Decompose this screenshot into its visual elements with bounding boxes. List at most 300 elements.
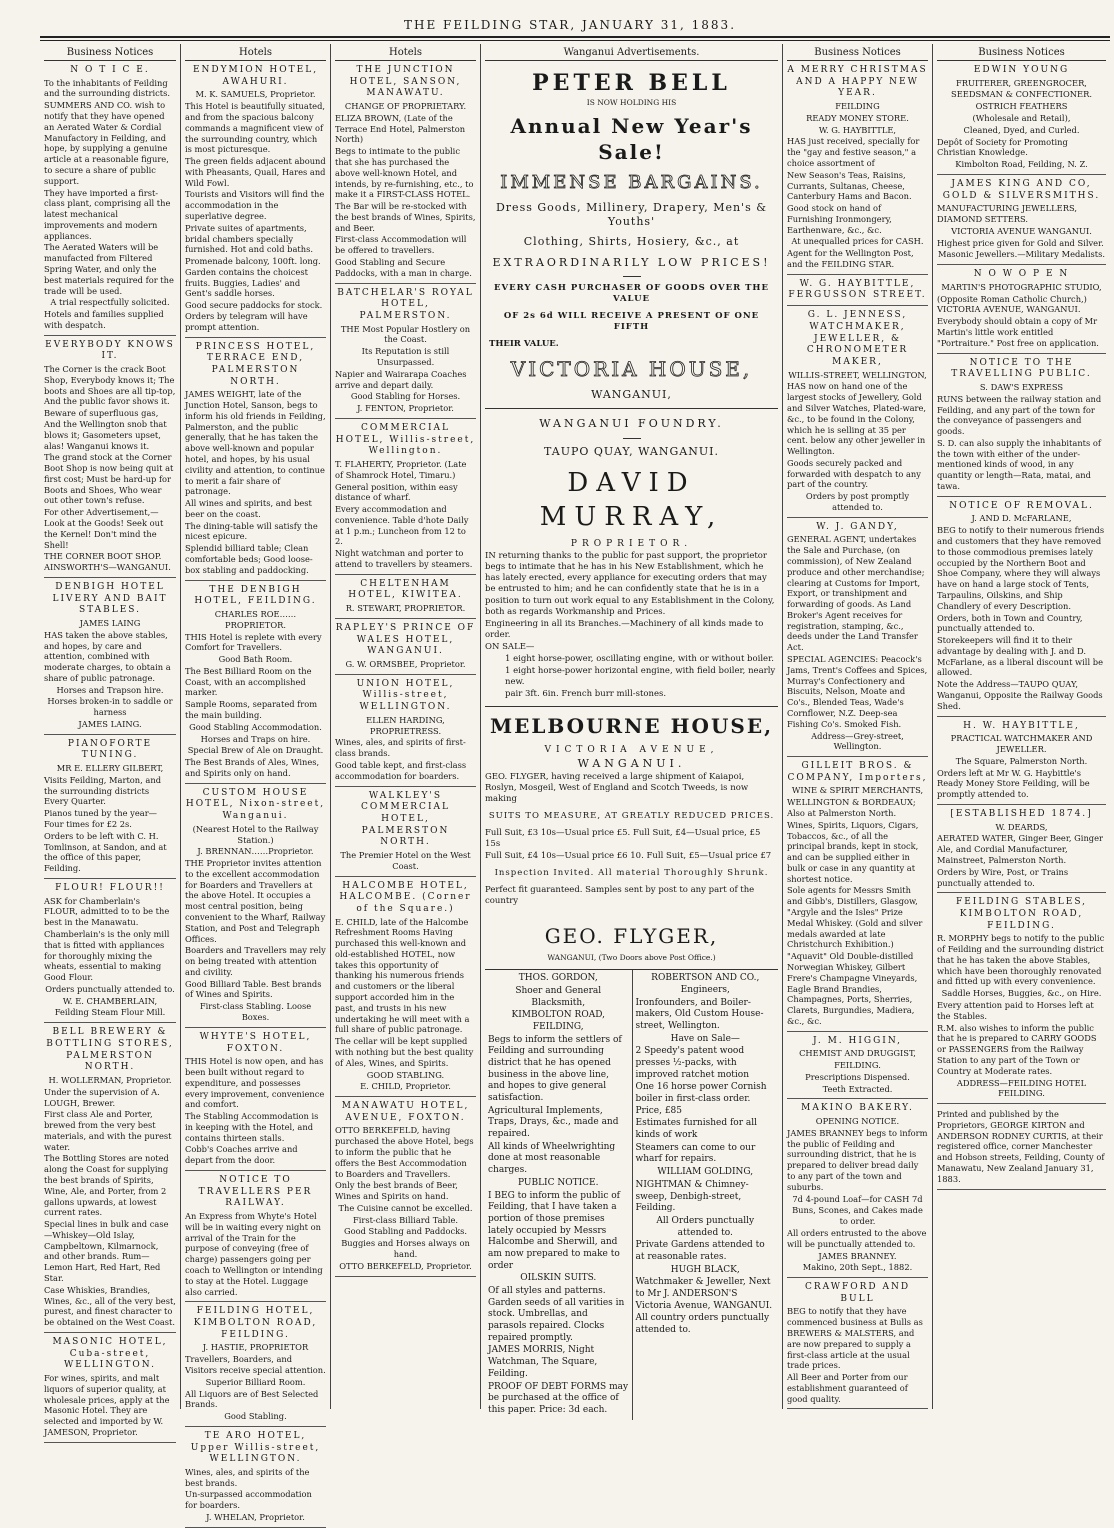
advertisement: [335, 63, 476, 284]
ad-text: Masonic Jewellers.—Military Medalists.: [937, 249, 1106, 260]
ad-text: Watchmaker & Jeweller, Next to Mr J. ANDERSON'S Victoria Avenue, WANGANUI.: [635, 1277, 773, 1311]
ad-text: Orders to be left with C. H. Tomlinson, at Sandon, and at the office of this paper, Feilding.: [44, 830, 167, 874]
ad-text: Private suites of apartments, bridal chambers specially furnished. Hot and cold baths.: [185, 222, 313, 255]
advertisement: [44, 63, 176, 336]
ad-text: Orders by post promptly attended to.: [805, 491, 910, 512]
advertisement: [787, 1280, 928, 1409]
ad-text: The Best Brands of Ales, Wines, and Spirits only on hand.: [185, 757, 320, 778]
ad-text: PROOF OF DEBT FORMS may be purchased at the office of this paper. Price: 3d each.: [488, 1381, 629, 1415]
ad-text: HAS now on hand one of the largest stocks of Jewellery, Gold and Silver Watches, Plated-ware, &c., to be found in the Colony, which he is selling at 35 per cent. below any other jeweller in Wellington.: [787, 381, 927, 457]
ad-title: EDWIN YOUNG: [973, 65, 1070, 75]
ad-text: BEG to notify that they have commenced business at Bulls as BREWERS & MALSTERS, and are now prepared to supply a first-class article at the usual trade prices.: [787, 1306, 923, 1371]
goods-line-1: Dress Goods, Millinery, Drapery, Men's & Youths': [495, 200, 768, 229]
inspection-line: Inspection Invited. All material Thoroughly Shrunk.: [494, 868, 769, 879]
ad-title: [ESTABLISHED 1874.]: [950, 808, 1093, 819]
extraordinary-prices: EXTRAORDINARILY LOW PRICES!: [492, 255, 771, 269]
ad-text: PRACTICAL WATCHMAKER AND JEWELLER.: [950, 733, 1093, 754]
ad-text: First class Ale and Porter, brewed from the very best materials, and with the purest water.: [44, 1109, 172, 1152]
advertisement: [937, 895, 1106, 1104]
ad-text: New Season's Teas, Raisins, Currants, Sultanas, Cheese, Canterbury Hams and Bacon.: [787, 169, 912, 202]
ad-text: T. FLAHERTY, Proprietor. (Late of Shamrock Hotel, Timaru.): [335, 458, 467, 480]
ad-text: First-class Accommodation will be offered to travellers.: [335, 234, 467, 256]
ad-text: GENERAL AGENT, undertakes the Sale and Purchase, (on commission), of New Zealand produce and other merchandise; clearing at Customs for Import, Export, or transhipment and forwarding of goods. As Land Broker's Agent receives for registration, stamping, &c., deeds under the Land Transfer Act.: [787, 534, 925, 653]
engineering-line: Engineering in all its Branches.—Machinery of all kinds made to order.: [485, 618, 764, 640]
ad-text: Cobb's Coaches arrive and depart from the door.: [185, 1144, 298, 1166]
ad-text: JAMES LAING.: [78, 718, 142, 729]
ad-text: The Premier Hotel on the West Coast.: [340, 849, 471, 871]
ad-text: HUGH BLACK,: [670, 1264, 740, 1275]
advertisement: [787, 1034, 928, 1100]
ad-text: PUBLIC NOTICE.: [517, 1177, 599, 1188]
ad-title: W. G. HAYBITTLE, FERGUSSON STREET.: [788, 278, 927, 301]
foundry-body: IN returning thanks to the public for past support, the proprietor begs to intimate that he has in his New Establishment, which he has lately erected, every appliance for executing orders that may be entrusted to him; and he can confidently state that he is in a position to turn out work equal to any Establishment in the Colony, both as regards Workmanship and Prices.: [485, 551, 775, 617]
ad-text: CHANGE OF PROPRIETARY.: [344, 101, 467, 112]
advertisement: [787, 520, 928, 757]
ad-text: NIGHTMAN & Chimney-sweep, Denbigh-street, Feilding.: [635, 1179, 749, 1214]
advertisement: [937, 719, 1106, 805]
cash-line-1: EVERY CASH PURCHASER OF GOODS OVER THE VALUE: [494, 282, 769, 304]
masthead-rule: [40, 36, 1110, 38]
foundry-heading: WANGANUI FOUNDRY.: [485, 408, 778, 431]
page-columns: [40, 44, 1110, 1523]
ad-text: Good Stabling.: [224, 1411, 287, 1422]
ad-text: "Aquavit" Old Double-distilled Norwegian Whiskey, Gilbert Frere's Champagne Vineyards, Eagle Brand Brandies, Champagnes, Ports, Sherries, Clarets, Burgundies, Madiera, &c., &c.: [787, 951, 918, 1026]
masthead: THE FEILDING STAR, JANUARY 31, 1883.: [403, 18, 737, 32]
ad-title: COMMERCIAL HOTEL, Willis-street, Wellington.: [335, 422, 476, 457]
taupo-quay: TAUPO QUAY, WANGANUI.: [544, 444, 719, 458]
ad-title: CUSTOM HOUSE HOTEL, Nixon-street, Wanganui.: [185, 787, 326, 822]
ad-text: SPECIAL AGENCIES: Peacock's Jams, Trent's Coffees and Spices, Murray's Confectionery and Biscuits, Nelson, Moate and Co's., Blended Teas, Wade's Cornflower, N.Z. Deep-sea Fishing Co's. Smoked Fish.: [787, 654, 928, 729]
ad-title: CRAWFORD AND BULL: [804, 1282, 911, 1304]
ad-title: N O T I C E.: [70, 65, 150, 75]
ad-text: Of all styles and patterns. Garden seeds of all varities in stock. Umbrellas, and parasols repaired. Clocks repaired promptly.: [488, 1286, 625, 1343]
advertisement: [335, 789, 476, 877]
ad-text: I BEG to inform the public of Feilding, that I have taken a portion of those premises lately occupied by Messrs Halcombe and Sherwill, and am now prepared to make to order: [488, 1190, 620, 1271]
ad-text: FRUITERER, GREENGROCER,: [956, 77, 1087, 88]
advertisement: [787, 1101, 928, 1278]
ad-text: OTTO BERKEFELD, Proprietor.: [339, 1260, 472, 1271]
advertisement: [937, 499, 1106, 717]
ad-text: Address—Grey-street, Wellington.: [811, 730, 904, 752]
ad-text: The Aerated Waters will be manufacted from Filtered Spring Water, and only the best materials required for the trade will be used.: [44, 242, 174, 296]
ad-title: BATCHELAR'S ROYAL HOTEL, PALMERSTON.: [337, 287, 474, 321]
proprietor-label: PROPRIETOR.: [570, 538, 693, 549]
ad-text: Makino, 20th Sept., 1882.: [802, 1262, 913, 1273]
melbourne-town: WANGANUI.: [577, 756, 686, 770]
column-heading: Business Notices: [937, 44, 1106, 61]
ad-text: ADDRESS—FEILDING HOTEL FEILDING.: [956, 1077, 1087, 1099]
advertisement: [185, 340, 326, 581]
sale-item-3: pair 3ft. 6in. French burr mill-stones.: [505, 688, 667, 699]
ad-text: Orders punctually attended to.: [45, 983, 175, 994]
ad-text: Tourists and Visitors will find the accommodation in the superlative degree.: [185, 189, 325, 221]
ad-text: Goods securely packed and forwarded with despatch to any part of the country.: [787, 457, 921, 490]
ad-list: [185, 63, 326, 1528]
ad-title: NOTICE OF REMOVAL.: [949, 500, 1094, 511]
advertisement: [335, 421, 476, 575]
ad-text: READY MONEY STORE.: [806, 112, 909, 123]
column-wanganui-advertisements: [480, 44, 782, 1415]
ad-text: Hotels and families supplied with despatch.: [44, 309, 164, 330]
ad-text: HAS taken the above stables, and hopes, by care and attention, combined with moderate charges, to obtain a share of public patronage.: [44, 629, 171, 683]
column-heading: Hotels: [185, 44, 326, 61]
on-sale-label: ON SALE—: [485, 641, 535, 652]
advertisement: [335, 577, 476, 619]
ad-text: WILLIS-STREET, WELLINGTON,: [788, 369, 927, 380]
ad-text: Begs to inform the settlers of Feilding and surrounding district that he has opened business in the above line, and hopes to give general satisfaction.: [488, 1034, 622, 1104]
ad-text: E. CHILD, Proprietor.: [360, 1081, 451, 1092]
ad-text: OILSKIN SUITS.: [520, 1273, 597, 1284]
ad-text: All wines and spirits, and best beer on the coast.: [185, 498, 312, 519]
ad-text: Night watchman and porter to attend to travellers by steamers.: [335, 548, 473, 569]
ad-text: The grand stock at the Corner Boot Shop is now being quit at first cost; Must be hard-up for Boots and Shoes, Who wear out other town's refuse.: [44, 452, 174, 506]
ad-text: Buggies and Horses always on hand.: [341, 1238, 470, 1260]
ad-title: DENBIGH HOTEL LIVERY AND BAIT STABLES.: [52, 581, 168, 616]
sale-item-1: 1 eight horse-power, oscillating engine, with or without boiler.: [505, 653, 774, 664]
ad-text: Agricultural Implements, Traps, Drays, &c., made and repaired.: [488, 1105, 619, 1140]
ad-text: 2 Speedy's patent wood presses ½-packs, with improved ratchet motion: [635, 1046, 750, 1080]
ad-text: Good table kept, and first-class accommodation for boarders.: [335, 759, 467, 781]
column-business-notices-3: [932, 44, 1110, 1409]
bottom-left-ads: [485, 970, 632, 1419]
ad-text: ELIZA BROWN, (Late of the Terrace End Hotel, Palmerston North): [335, 112, 466, 145]
ad-text: KIMBOLTON ROAD, FEILDING,: [511, 1010, 605, 1032]
ad-list: [787, 63, 928, 1409]
ad-text: CHEMIST AND DRUGGIST,: [799, 1048, 916, 1059]
bottom-right-ads: [632, 970, 779, 1419]
ad-text: J. WHELAN, Proprietor.: [206, 1512, 305, 1523]
ad-text: JAMES MORRIS, Night Watchman, The Square, Feilding.: [488, 1345, 598, 1379]
ad-text: THIS Hotel is replete with every Comfort for Travellers.: [185, 631, 322, 653]
ad-title: JAMES KING AND CO, GOLD & SILVERSMITHS.: [942, 178, 1101, 201]
ad-text: Good Billiard Table. Best brands of Wines and Spirits.: [185, 978, 322, 1000]
ad-text: MARTIN'S PHOTOGRAPHIC STUDIO,: [941, 281, 1102, 292]
melbourne-house-heading: MELBOURNE HOUSE,: [485, 706, 778, 739]
ad-text: Good Stabling and Secure Paddocks, with a man in charge.: [335, 257, 472, 278]
advertisement: [335, 1099, 476, 1277]
annual-sale-heading: Annual New Year's Sale!: [510, 114, 753, 165]
ad-text: The green fields adjacent abound with Pheasants, Quail, Hares and Wild Fowl.: [185, 156, 326, 188]
ad-title: THE DENBIGH HOTEL, FEILDING.: [194, 584, 317, 607]
advertisement: [937, 267, 1106, 353]
ad-text: SEEDSMAN & CONFECTIONER.: [951, 89, 1092, 100]
ad-text: THE Proprietor invites attention to the excellent accommodation for Boarders and Travellers at the above Hotel. It occupies a most central position, being convenient to the Wharf, Railway Station, and Post and Telegraph Offices.: [185, 858, 326, 944]
ad-text: THOS. GORDON,: [518, 973, 598, 984]
ad-text: H. WOLLERMAN, Proprietor.: [48, 1074, 172, 1085]
ad-title: W. J. GANDY,: [816, 521, 899, 532]
ad-text: Horses and Trapson hire.: [56, 684, 164, 695]
advertisement: [44, 881, 176, 1023]
ad-title: THE JUNCTION HOTEL, SANSON, MANAWATU.: [349, 65, 462, 99]
ad-title: UNION HOTEL, Willis-street, WELLINGTON.: [356, 678, 455, 713]
ad-title: MASONIC HOTEL, Cuba-street, WELLINGTON.: [52, 1336, 168, 1371]
ad-text: SUMMERS AND CO. wish to notify that they have opened an Aerated Water & Cordial Manufactory in Feilding, and hope, by supplying a genuine article at a reasonable figure, to secure a share of public support.: [44, 100, 169, 186]
ad-text: Horses broken-in to saddle or harness: [47, 696, 173, 718]
ad-text: A trial respectfully solicited.: [50, 297, 170, 308]
ad-text: Have on Sale—: [670, 1033, 740, 1044]
ad-text: The Corner is the crack Boot Shop, Everybody knows it; The boots and Shoes are all tip-top, And the public favor shows it.: [44, 364, 176, 407]
column-business-notices-1: [40, 44, 180, 1437]
ad-title: PRINCESS HOTEL, TERRACE END, PALMERSTON NORTH.: [195, 341, 316, 387]
ad-text: Good Stabling for Horses.: [350, 391, 461, 402]
ad-text: To the inhabitants of Feilding and the surrounding districts.: [44, 77, 170, 99]
ad-text: G. W. ORMSBEE, Proprietor.: [345, 658, 466, 669]
ad-text: All Liquors are of Best Selected Brands.: [185, 1388, 319, 1410]
ad-title: NOTICE TO THE TRAVELLING PUBLIC.: [951, 357, 1092, 380]
ad-text: Every accommodation and convenience. Table d'hote Daily at 1 p.m.; Luncheon from 12 to 2.: [335, 504, 469, 547]
ad-title: GILLEIT BROS. & COMPANY, Importers,: [787, 761, 928, 783]
ad-text: All country orders punctually attended to.: [635, 1313, 770, 1336]
ad-text: Good Stabling Accommodation.: [189, 721, 322, 732]
advertisement: [937, 807, 1106, 893]
cash-line-2: OF 2s 6d WILL RECEIVE A PRESENT OF ONE FIFTH: [503, 311, 760, 333]
ad-text: Agent for the Wellington Post, and the FEILDING STAR.: [787, 248, 914, 269]
advertisement: [185, 63, 326, 338]
ad-text: AERATED WATER, Ginger Beer, Ginger Ale, and Cordial Manufacturer, Mainstreet, Palmerston North.: [937, 833, 1103, 865]
ad-text: All Beer and Porter from our establishment guaranteed of good quality.: [787, 1372, 908, 1404]
ad-text: Steamers can come to our wharf for repairs.: [635, 1142, 756, 1165]
ad-text: JAMES BRANNEY.: [818, 1250, 897, 1261]
ad-text: W. G. HAYBITTLE,: [818, 124, 897, 135]
ad-text: J. AND D. McFARLANE,: [971, 513, 1072, 524]
ad-text: JAMES BRANNEY begs to inform the public of Feilding and surrounding district, that he is prepared to deliver bread daily to any part of the town and suburbs.: [787, 1127, 928, 1192]
ad-text: RUNS between the railway station and Feilding, and any part of the town for the conveyance of passengers and goods.: [937, 393, 1102, 437]
ad-text: THIS Hotel is now open, and has been built without regard to expenditure, and possesses every improvement, convenience and comfort.: [185, 1056, 325, 1110]
ad-text: Ironfounders, and Boiler-makers, Old Custom House-street, Wellington.: [635, 997, 764, 1031]
ad-text: J. HASTIE, PROPRIETOR: [202, 1342, 309, 1353]
ad-text: Pianos tuned by the year—Four times for £2 2s.: [44, 808, 157, 830]
ad-text: The cellar will be kept supplied with nothing but the best quality of Ales, Wines, and Spirits.: [335, 1036, 474, 1068]
ad-text: OSTRICH FEATHERS: [975, 101, 1068, 112]
ad-text: R.M. also wishes to inform the public that he is prepared to CARRY GOODS or PASSENGERS from the Railway Station to any part of the Town or Country at Moderate rates.: [937, 1022, 1097, 1076]
ad-text: The Stabling Accommodation is in keeping with the Hotel, and contains thirteen stalls.: [185, 1111, 319, 1143]
ad-text: Estimates furnished for all kinds of work: [635, 1118, 758, 1141]
ad-title: NOTICE TO TRAVELLERS PER RAILWAY.: [198, 1175, 313, 1209]
ad-text: WINE & SPIRIT MERCHANTS,: [791, 785, 924, 796]
advertisement: [335, 621, 476, 675]
advertisement: [937, 356, 1106, 497]
ad-text: JAMES WEIGHT, late of the Junction Hotel, Sanson, begs to inform his old friends in Feilding, Palmerston, and the public generally, that he has taken the above well-known and popular hotel, and hopes, by his usual civility and attention, to continue to merit a fair share of patronage.: [185, 389, 326, 497]
ad-title: RAPLEY'S PRINCE OF WALES HOTEL, WANGANUI.: [335, 622, 476, 657]
victoria-house-sub: WANGANUI,: [591, 388, 672, 402]
ad-text: First-class Stabling. Loose Boxes.: [199, 1001, 312, 1023]
ad-text: (Opposite Roman Catholic Church,) VICTORIA AVENUE, WANGANUI.: [937, 293, 1087, 315]
ad-text: Napier and Wairarapa Coaches arrive and depart daily.: [335, 368, 467, 390]
masthead-rule-thin: [40, 40, 1110, 41]
column-heading: Business Notices: [44, 44, 176, 61]
advertisement: [937, 63, 1106, 175]
ad-title: CHELTENHAM HOTEL, KIWITEA.: [348, 578, 463, 601]
david-murray-heading: DAVID MURRAY,: [539, 468, 724, 532]
ad-text: Beware of superfluous gas, And the Wellington snob that blows it; Gasometers upset, alas! Wanganui knows it.: [44, 408, 167, 451]
ad-text: BEG to notify to their numerous friends and customers that they have removed to those commodious premises lately occupied by the Northern Boot and Shoe Company, where they will always have on hand a large stock of Tents, Tarpaulins, Oilskins, and Ship Chandlery of every Description.: [937, 525, 1105, 611]
ad-text: CHARLES ROE……PROPRIETOR.: [214, 608, 297, 630]
geo-flyger-heading: GEO. FLYGER,: [544, 924, 719, 949]
ad-text: The Bar will be re-stocked with the best brands of Wines, Spirits, and Beer.: [335, 201, 476, 233]
ad-text: Storekeepers will find it to their advantage by dealing with J. and D. McFarlane, as a liberal discount will be allowed.: [937, 635, 1103, 678]
ad-title: MANAWATU HOTEL, AVENUE, FOXTON.: [341, 1101, 470, 1123]
immense-bargains: IMMENSE BARGAINS.: [500, 172, 763, 194]
column-heading: Business Notices: [787, 44, 928, 61]
ad-text: Travellers, Boarders, and Visitors receive special attention.: [185, 1354, 326, 1375]
advertisement: [185, 1304, 326, 1427]
ad-text: OTTO BERKEFELD, having purchased the above Hotel, begs to inform the public that he offers the Best Accommodation to Boarders and Travellers.: [335, 1125, 474, 1179]
ad-title: A MERRY CHRISTMAS AND A HAPPY NEW YEAR.: [787, 65, 928, 99]
ad-text: W. E. CHAMBERLAIN,: [62, 995, 158, 1006]
ad-text: One 16 horse power Cornish boiler in first-class order. Price, £85: [635, 1082, 767, 1116]
ad-text: Boarders and Travellers may rely on being treated with attention and civility.: [185, 945, 326, 977]
ad-text: This Hotel is beautifully situated, and from the spacious balcony commands a magnificent view of the surrounding country, which is most picturesque.: [185, 101, 326, 155]
ad-text: MR E. ELLERY GILBERT,: [56, 763, 164, 774]
ad-text: Promenade balcony, 100ft. long. Garden contains the choicest fruits. Buggies, Ladies' and Gent's saddle horses.: [185, 256, 321, 299]
ad-text: Buns, Scones, and Cakes made to order.: [792, 1205, 923, 1227]
ad-text: S. DAW'S EXPRESS: [979, 381, 1064, 392]
ad-text: J. FENTON, Proprietor.: [357, 403, 454, 414]
ad-text: THE Most Popular Hostlery on the Coast.: [340, 323, 471, 345]
ad-list: [335, 63, 476, 1277]
column-heading: Hotels: [335, 44, 476, 61]
ad-text: All kinds of Wheelwrighting done at most reasonable charges.: [488, 1141, 616, 1176]
ad-title: ENDYMION HOTEL, AWAHURI.: [192, 65, 319, 87]
ad-text: Kimbolton Road, Feilding, N. Z.: [955, 159, 1088, 170]
ad-title: N O W O P E N: [973, 269, 1070, 280]
ad-text: Saddle Horses, Buggies, &c., on Hire.: [941, 988, 1102, 999]
column-hotels-1: [180, 44, 330, 1523]
ad-title: FEILDING STABLES, KIMBOLTON ROAD, FEILDING.: [955, 897, 1088, 931]
ad-text: M. K. SAMUELS, Proprietor.: [195, 89, 316, 100]
ad-text: The Bottling Stores are noted along the Coast for supplying the best brands of Spirits, Wine, Ale, and Porter, from 2 gallons upwards, at lowest current rates.: [44, 1153, 169, 1218]
ad-text: Begs to intimate to the public that she has purchased the above well-known Hotel, and intends, by re-furnishing, etc., to make it a FIRST-CLASS HOTEL.: [335, 146, 474, 200]
bottom-split-ads: [485, 969, 778, 1419]
column-business-notices-2: [782, 44, 932, 1409]
ad-text: Note the Address—TAUPO QUAY, Wanganui, Opposite the Railway Goods Shed.: [937, 679, 1103, 711]
column-hotels-2: [330, 44, 480, 1409]
ad-text: The Square, Palmerston North.: [955, 755, 1088, 766]
ad-text: An Express from Whyte's Hotel will be in waiting every night on arrival of the Train for the purpose of conveying (free of charge) passengers going per coach to Wellington or intending to stay at the Hotel. Luggage also carried.: [185, 1211, 323, 1297]
ad-text: VICTORIA AVENUE WANGANUI.: [951, 225, 1092, 236]
advertisement: [335, 286, 476, 419]
ad-list: [937, 63, 1106, 1190]
advertisement: [185, 786, 326, 1028]
ad-text: Good stock on hand of Furnishing Ironmongery, Earthenware, &c., &c.: [787, 203, 892, 235]
ad-title: FEILDING HOTEL, KIMBOLTON ROAD, FEILDING.: [193, 1306, 318, 1340]
ad-text: Splendid billiard table; Clean comfortable beds; Good loose-box stabling and paddocking.: [185, 543, 313, 575]
ad-text: Horses and Traps on hire.: [200, 733, 311, 744]
ad-title: J. M. HIGGIN,: [812, 1035, 903, 1046]
ad-text: Good secure paddocks for stock. Orders by telegram will have prompt attention.: [185, 300, 323, 332]
ad-text: HAS just received, specially for the "gay and festive season," a choice assortment of: [787, 136, 920, 168]
ad-text: WILLIAM GOLDING,: [657, 1167, 754, 1178]
victoria-house-heading: VICTORIA HOUSE,: [510, 357, 753, 382]
advertisement: [787, 308, 928, 518]
ad-text: Printed and published by the Proprietors, GEORGE KIRTON and ANDERSON RODNEY CURTIS, at their registered office, corner Manchester and Hobson streets, Feilding, County of Manawatu, New Zealand January 31, 1883.: [937, 1109, 1105, 1184]
ad-title: WALKLEY'S COMMERCIAL HOTEL, PALMERSTON NORTH.: [361, 790, 450, 848]
ad-text: THE CORNER BOOT SHOP. AINSWORTH'S—WANGANUI.: [44, 551, 171, 573]
melbourne-address: VICTORIA AVENUE,: [544, 744, 719, 755]
perfect-fit-line: Perfect fit guaranteed. Samples sent by post to any part of the country: [485, 885, 755, 907]
advertisement: [185, 1030, 326, 1171]
ad-text: Under the supervision of A. LOUGH, Brewer.: [44, 1086, 160, 1108]
ad-text: Every attention paid to Horses left at the Stables.: [937, 1000, 1094, 1021]
ad-text: Orders left at Mr W. G. Haybittle's Ready Money Store Feilding, will be promptly attended to.: [937, 767, 1090, 800]
ad-title: PIANOFORTE TUNING.: [67, 738, 153, 761]
ad-text: OPENING NOTICE.: [815, 1116, 900, 1127]
advertisement: [44, 338, 176, 578]
ad-title: EVERYBODY KNOWS IT.: [45, 339, 175, 362]
ad-title: G. L. JENNESS, WATCHMAKER, JEWELLER, & CHRONOMETER MAKER,: [806, 310, 909, 367]
ad-title: TE ARO HOTEL, Upper Willis-street, WELLINGTON.: [190, 1430, 321, 1465]
ad-text: All Orders punctually attended to.: [656, 1215, 755, 1238]
melbourne-body: GEO. FLYGER, having received a large shipment of Kaiapoi, Roslyn, Mosgeil, West of England and Scotch Tweeds, is now making: [485, 771, 749, 805]
advertisement: [185, 583, 326, 784]
ad-list: [44, 63, 176, 1443]
ad-text: GOOD STABLING.: [366, 1069, 445, 1080]
column-heading: Wanganui Advertisements.: [485, 44, 778, 61]
ad-text: Its Reputation is still Unsurpassed.: [361, 346, 450, 367]
ad-text: The dining-table will satisfy the nicest epicure.: [185, 520, 318, 542]
ad-text: Good Bath Room.: [218, 654, 293, 665]
advertisement: [185, 1173, 326, 1302]
advertisement: [44, 1025, 176, 1333]
ad-title: BELL BREWERY & BOTTLING STORES, PALMERSTON NORTH.: [46, 1027, 174, 1073]
ad-text: W. DEARDS,: [995, 821, 1048, 832]
peter-bell-sub: IS NOW HOLDING HIS: [586, 97, 677, 107]
ad-text: Teeth Extracted.: [822, 1083, 893, 1094]
ad-text: WELLINGTON & BORDEAUX; Also at Palmerston North.: [787, 797, 916, 818]
ad-text: J. BRENNAN……Proprietor.: [197, 846, 314, 857]
ad-text: (Nearest Hotel to the Railway Station.): [192, 823, 319, 845]
ad-text: Prescriptions Dispensed.: [805, 1071, 910, 1082]
goods-line-2: Clothing, Shirts, Hosiery, &c., at: [523, 235, 740, 249]
price-line-1: Full Suit, £3 10s—Usual price £5. Full Suit, £4—Usual price, £5 15s: [485, 828, 761, 850]
ad-text: For wines, spirits, and malt liquors of superior quality, at wholesale prices, apply at the Masonic Hotel. They are selected and imported by W. JAMESON, Proprietor.: [44, 1373, 170, 1437]
ad-text: FEILDING: [835, 101, 880, 112]
ad-text: Cleaned, Dyed, and Curled.: [963, 124, 1080, 135]
ad-text: Depôt of Society for Promoting Christian Knowledge.: [937, 136, 1068, 158]
ad-text: Superior Billiard Room.: [205, 1376, 306, 1387]
ad-text: R. STEWART, PROPRIETOR.: [345, 603, 466, 614]
ad-title: H. W. HAYBITTLE,: [963, 720, 1080, 731]
ad-text: Shoer and General Blacksmith,: [515, 985, 602, 1008]
sale-item-2: 1 eight horse-power horizontal engine, with field boiler, nearly new.: [505, 665, 776, 687]
ad-title: WHYTE'S HOTEL, FOXTON.: [199, 1031, 312, 1054]
peter-bell-heading: PETER BELL: [532, 70, 731, 96]
ad-text: ASK for Chamberlain's FLOUR, admitted to to be the best in the Manawatu.: [44, 895, 170, 928]
advertisement: [937, 177, 1106, 265]
price-line-2: Full Suit, £4 10s—Usual price £6 10. Full Suit, £5—Usual price £7: [485, 851, 772, 862]
ad-text: MANUFACTURING JEWELLERS, DIAMOND SETTERS.: [937, 203, 1078, 225]
ad-text: JAMES LAING: [79, 617, 141, 628]
ad-text: Only the best brands of Beer, Wines and Spirits on hand.: [335, 1180, 458, 1202]
ad-text: FEILDING.: [834, 1060, 881, 1071]
geo-flyger-address: WANGANUI, (Two Doors above Post Office.): [547, 953, 716, 963]
advertisement: [335, 879, 476, 1098]
ad-text: Chamberlain's is the only mill that is fitted with appliances for thoroughly mixing the wheats, essential to making Good Flour.: [44, 928, 170, 983]
ad-text: Special Brew of Ale on Draught.: [187, 745, 324, 756]
ad-text: General position, within easy distance of wharf.: [335, 481, 458, 503]
ad-text: Sole agents for Messrs Smith and Gibb's, Distillers, Glasgow, "Argyle and the Isles" Prize Medal Whiskey. (Gold and silver medals awarded at late Christchurch Exhibition.): [787, 885, 923, 950]
ad-text: Private Gardens attended to at reasonable rates.: [635, 1240, 765, 1262]
advertisement: [787, 277, 928, 306]
ad-text: Special lines in bulk and case—Whiskey—Old Islay, Campbeltown, Kilmarnock, and other brands. Rum—Lemon Hart, Red Hart, Red Star.: [44, 1219, 169, 1284]
ad-text: Sample Rooms, separated from the main building.: [185, 699, 318, 720]
ad-text: R. MORPHY begs to notify to the public of Feilding and the surrounding district that he has taken the above Stables, which have been thoroughly renovated and fitted up with every convenience.: [937, 933, 1105, 987]
advertisement: [787, 759, 928, 1032]
ad-title: HALCOMBE HOTEL, HALCOMBE. (Corner of the Square.): [339, 880, 472, 914]
ad-text: Wines, ales, and spirits of the best brands.: [185, 1466, 310, 1488]
cash-line-3: THEIR VALUE.: [489, 339, 559, 350]
ad-text: At unequalled prices for CASH.: [791, 236, 924, 247]
